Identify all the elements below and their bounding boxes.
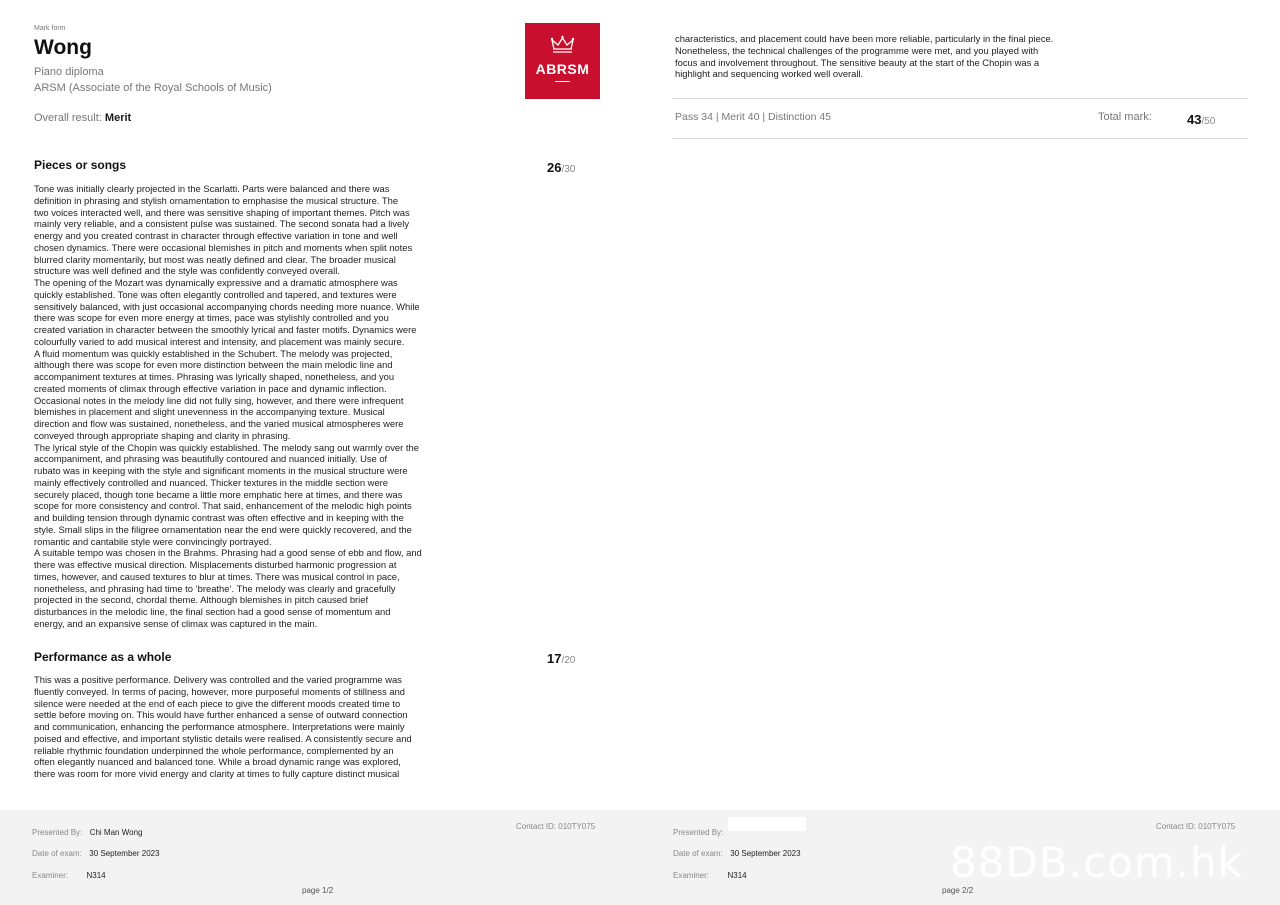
contact-id-right: Contact ID: 010TY075 [1156, 822, 1236, 831]
presented-by-value: Chi Man Wong [89, 828, 143, 837]
overall-result [34, 112, 131, 124]
grade-thresholds: Pass 34 | Merit 40 | Distinction 45 [675, 111, 832, 123]
section-score-pieces [547, 160, 575, 175]
examiner-label: Examiner: [32, 871, 69, 880]
section-title-pieces: Pieces or songs [34, 158, 127, 172]
total-mark-score: 43 [1187, 112, 1202, 127]
date-value-right: 30 September 2023 [730, 849, 801, 858]
footer-left-presented [32, 822, 142, 840]
form-label: Mark form [34, 25, 66, 32]
presented-by-label-right: Presented By: [673, 828, 724, 837]
divider-bottom [672, 138, 1248, 139]
divider-top [672, 98, 1248, 99]
examiner-label-right: Examiner: [673, 871, 710, 880]
section-title-performance: Performance as a whole [34, 650, 172, 664]
footer-right-presented [673, 822, 723, 840]
total-mark-label: Total mark: [1098, 111, 1152, 123]
overall-result-value: Merit [104, 112, 132, 124]
footer [0, 810, 1280, 905]
total-mark [1187, 112, 1215, 127]
abrsm-logo [525, 23, 600, 99]
total-mark-max: /50 [1201, 116, 1216, 127]
section-text-performance: This was a positive performance. Delivery was controlled and the varied programme was fluently conveyed. In terms of pacing, however, more purposeful moments of stillness and silence were needed at the end of each piece to give the different moods created time to settle before moving on. This would have further enhanced a sense of outward connection and communication, enhancing the performance atmosphere. Interpretations were mainly poised and effective, and important stylistic details were realised. A consistently secure and reliable rhythmic foundation underpinned the whole performance, complemented by an often elegantly nuanced and balanced tone. While a broad dynamic range was explored, there was room for more vivid energy and clarity at times to fully capture distinct musical [34, 674, 412, 779]
pieces-score: 26 [547, 160, 562, 175]
overall-result-label: Overall result: [34, 112, 102, 124]
examiner-value: N314 [86, 871, 106, 880]
date-label-right: Date of exam: [673, 849, 723, 858]
page-number-left: page 1/2 [302, 886, 334, 895]
footer-right-date [673, 843, 801, 861]
contact-id-left: Contact ID: 010TY075 [516, 822, 596, 831]
qualification-name: ARSM (Associate of the Royal Schools of Music) [34, 82, 272, 94]
section-score-performance [547, 651, 575, 666]
performance-score: 17 [547, 651, 562, 666]
logo-underline [555, 81, 570, 82]
section-text-pieces: Tone was initially clearly projected in the Scarlatti. Parts were balanced and there was definition in phrasing and stylish ornamentation to emphasise the musical structure. The two voices interacted well, and there was sensitive shaping of important themes. Pitch was mainly very reliable, and a consistent pulse was sustained. The second sonata had a lively energy and you created contrast in character through effective variation in tone and well chosen dynamics. There were occasional blemishes in pitch and moments when split notes blurred clarity momentarily, but most was neatly defined and clear. The broader musical structure was well defined and the style was confidently conveyed overall. The opening of the Mozart was dynamically expressive and a dramatic atmosphere was quickly established. Tone was often elegantly controlled and tapered, and textures were sensitively balanced, with just occasional accompanying chords needing more nuance. While there was scope for even more energy at times, pace was stylishly controlled and you created variation in character between the smoothly lyrical and faster motifs. Dynamics were colourfully varied to add musical interest and intensity, and placement was mainly secure. A fluid momentum was quickly established in the Schubert. The melody was projected, although there was scope for even more distinction between the main melodic line and accompaniment textures at times. Phrasing was lyrically shaped, nonetheless, and you created moments of climax through effective variation in pace and dynamic inflection. Occasional notes in the melody line did not fully sing, however, and there were infrequent blemishes in placement and slight unevenness in the accompanying texture. Musical direction and flow was sustained, nonetheless, and the varied musical atmospheres were conveyed through appropriate shaping and clarity in phrasing. The lyrical style of the Chopin was quickly established. The melody sang out warmly over the accompaniment, and phrasing was beautifully contoured and nuanced initially. Use of rubato was in keeping with the style and significant moments in the musical structure were mainly effectively controlled and nuanced. Thicker textures in the middle section were securely placed, though tone became a little more emphatic here at times, and there was scope for more consistency and control. That said, enhancement of the melodic high points and building tension through dynamic contrast was often effective and in keeping with the style. Small slips in the filigree ornamentation near the end were quickly recovered, and the romantic and cantabile style were convincingly portrayed. A suitable tempo was chosen in the Brahms. Phrasing had a good sense of ebb and flow, and there was effective musical direction. Misplacements disturbed harmonic progression at times, however, and caused textures to blur at times. There was musical control in pace, nonetheless, and phrasing had time to ‘breathe’. The melody was clearly and gracefully projected in the second, chordal theme. Although blemishes in pitch caused brief disturbances in the melodic line, the final section had a good sense of momentum and energy, and an expansive sense of climax was captured in the main. [34, 183, 422, 629]
date-label: Date of exam: [32, 849, 82, 858]
footer-left-date [32, 843, 160, 861]
crown-icon [525, 35, 600, 55]
watermark: 88DB.com.hk [950, 838, 1243, 887]
footer-right-examiner [673, 865, 747, 883]
footer-left-examiner [32, 865, 106, 883]
logo-text: ABRSM [535, 61, 590, 77]
examiner-value-right: N314 [727, 871, 747, 880]
performance-max: /20 [561, 655, 576, 666]
date-value: 30 September 2023 [89, 849, 160, 858]
pieces-max: /30 [561, 164, 576, 175]
candidate-name: Wong [34, 36, 92, 59]
page-number-right: page 2/2 [942, 886, 974, 895]
redacted-box [728, 817, 806, 831]
right-column-text: characteristics, and placement could have been more reliable, particularly in the final piece. Nonetheless, the technical challenges of the programme were met, and you played with focus and involvement throughout. The sensitive beauty at the start of the Chopin was a highlight and sequencing worked well overall. [675, 33, 1054, 80]
presented-by-label: Presented By: [32, 828, 83, 837]
diploma-name: Piano diploma [34, 66, 104, 78]
